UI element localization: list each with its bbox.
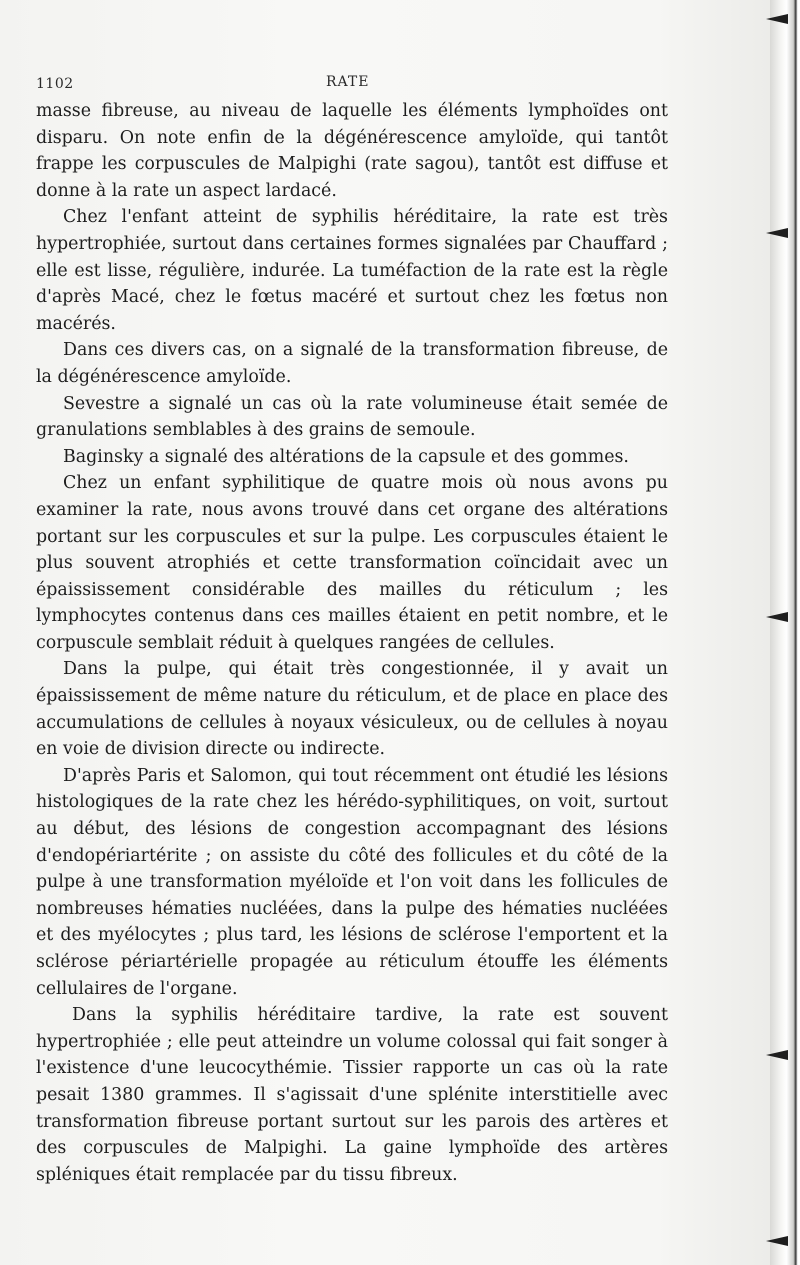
bookmark-tab-icon xyxy=(766,228,788,238)
paragraph: Chez l'enfant atteint de syphilis héréditaire, la rate est très hypertrophiée, surtout dans certaines formes signalées par Chauffard ; elle est lisse, régulière, indurée. La tuméfaction de la rate est la règle d'après Macé, chez le fœtus macéré et surtout chez les fœtus non macérés. xyxy=(36,207,668,334)
page-number: 1102 xyxy=(36,76,74,92)
paragraph: masse fibreuse, au niveau de laquelle les éléments lymphoïdes ont disparu. On note enfin de la dégénérescence amyloïde, qui tantôt frappe les corpuscules de Malpighi (rate sagou), tantôt est diffuse et donne à la rate un aspect lardacé. xyxy=(36,101,668,201)
running-head xyxy=(36,74,666,96)
paragraph: Dans ces divers cas, on a signalé de la transformation fibreuse, de la dégénérescence amyloïde. xyxy=(36,340,668,387)
bookmark-tab-icon xyxy=(766,1050,788,1060)
paragraph: Dans la pulpe, qui était très congestionnée, il y avait un épaississement de même nature du réticulum, et de place en place des accumulations de cellules à noyaux vésiculeux, ou de cellules à noyau en voie de division directe ou indirecte. xyxy=(36,659,668,760)
paragraph: Sevestre a signalé un cas où la rate volumineuse était semée de granulations semblables à des grains de semoule. xyxy=(36,393,668,441)
paragraph: Chez un enfant syphilitique de quatre mois où nous avons pu examiner la rate, nous avons trouvé dans cet organe des altérations portant sur les corpuscules et sur la pulpe. Les corpuscules étaient le plus souvent atrophiés et cette transformation coïncidait avec un épaississement considérable des mailles du réticulum ; les lymphocytes contenus dans ces mailles étaient en petit nombre, et le corpuscule semblait réduit à quelques rangées de cellules. xyxy=(36,473,668,653)
body-text xyxy=(36,98,668,1188)
page-edge xyxy=(770,0,800,1265)
paragraph: Dans la syphilis héréditaire tardive, la rate est souvent hypertrophiée ; elle peut atteindre un volume colossal qui fait songer à l'existence d'une leucocythémie. Tissier rapporte un cas où la rate pesait 1380 grammes. Il s'agissait d'une splénite interstitielle avec transformation fibreuse portant surtout sur les parois des artères et des corpuscules de Malpighi. La gaine lymphoïde des artères spléniques était remplacée par du tissu fibreux. xyxy=(36,1005,668,1185)
paragraph: Baginsky a signalé des altérations de la capsule et des gommes. xyxy=(63,446,629,467)
bookmark-tab-icon xyxy=(766,612,788,622)
paragraph: D'après Paris et Salomon, qui tout récemment ont étudié les lésions histologiques de la rate chez les hérédo-syphilitiques, on voit, surtout au début, des lésions de congestion accompagnant des lésions d'endopériartérite ; on assiste du côté des follicules et du côté de la pulpe à une transformation myéloïde et l'on voit dans les follicules de nombreuses hématies nucléées, dans la pulpe des hématies nucléées et des myélocytes ; plus tard, les lésions de sclérose l'emportent et la sclérose périartérielle propagée au réticulum étouffe les éléments cellulaires de l'organe. xyxy=(36,765,668,999)
bookmark-tab-icon xyxy=(766,1236,788,1246)
bookmark-tab-icon xyxy=(766,14,788,24)
section-title: RATE xyxy=(326,74,370,90)
